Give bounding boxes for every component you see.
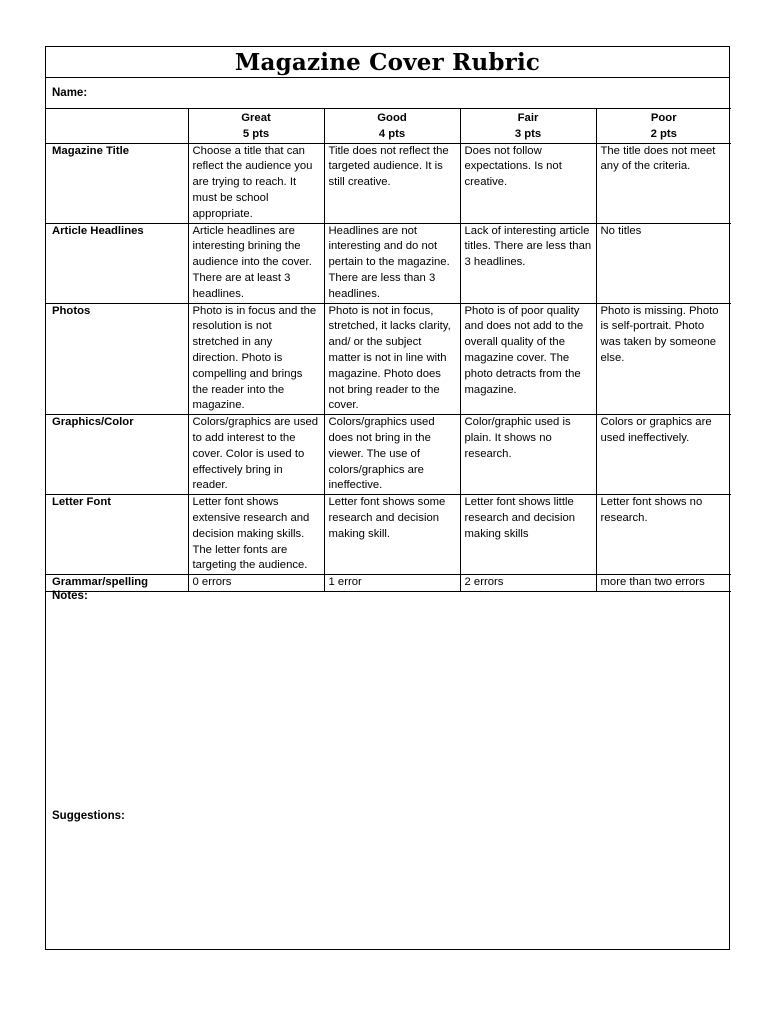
rubric-sheet [45,46,730,950]
header-points: 2 pts [650,127,677,140]
table-row-graphics-color [46,415,731,495]
rubric-cell: Headlines are not interesting and do not pertain to the magazine. There are less than 3 headlines. [324,223,460,303]
header-row [46,109,731,144]
rubric-cell: Color/graphic used is plain. It shows no research. [460,415,596,495]
header-grade: Good [377,112,407,124]
title-row [46,47,729,77]
header-points: 5 pts [242,127,270,140]
rubric-cell: Colors/graphics used does not bring in the viewer. The use of colors/graphics are ineffective. [324,415,460,495]
rubric-cell: No titles [596,223,731,303]
header-fair [460,109,596,144]
rubric-cell: Colors or graphics are used ineffectively. [596,415,731,495]
table-row-photos [46,303,731,415]
notes-label: Notes: [52,590,88,602]
table-row-magazine-title [46,143,731,223]
rubric-cell: more than two errors [596,575,731,592]
rubric-cell: 0 errors [188,575,324,592]
header-great [188,109,324,144]
rubric-cell: Lack of interesting article titles. There are less than 3 headlines. [460,223,596,303]
header-criterion-cell [46,109,188,144]
rubric-cell: Letter font shows no research. [596,495,731,575]
rubric-table [46,108,731,592]
header-grade: Fair [517,112,539,124]
criterion-label: Grammar/spelling [46,575,188,592]
suggestions-label: Suggestions: [52,810,125,822]
rubric-cell: 2 errors [460,575,596,592]
header-grade: Poor [650,112,677,124]
criterion-label: Article Headlines [46,223,188,303]
rubric-cell: 1 error [324,575,460,592]
rubric-cell: The title does not meet any of the criteria. [596,143,731,223]
header-points: 4 pts [378,127,406,140]
table-row-grammar-spelling [46,575,731,592]
rubric-cell: Photo is in focus and the resolution is not stretched in any direction. Photo is compelling and brings the reader into the magazine. [188,303,324,415]
criterion-label: Letter Font [46,495,188,575]
rubric-cell: Photo is of poor quality and does not add to the overall quality of the magazine cover. The photo detracts from the magazine. [460,303,596,415]
name-label: Name: [52,87,88,99]
rubric-cell: Photo is not in focus, stretched, it lacks clarity, and/ or the subject matter is not in line with magazine. Photo does not bring reader to the cover. [324,303,460,415]
rubric-cell: Title does not reflect the targeted audience. It is still creative. [324,143,460,223]
rubric-cell: Letter font shows extensive research and decision making skills. The letter fonts are targeting the audience. [188,495,324,575]
criterion-label: Graphics/Color [46,415,188,495]
table-row-article-headlines [46,223,731,303]
name-row [46,77,729,108]
page-title: Magazine Cover Rubric [234,48,541,76]
rubric-cell: Letter font shows some research and decision making skill. [324,495,460,575]
rubric-cell: Choose a title that can reflect the audience you are trying to reach. It must be school appropriate. [188,143,324,223]
rubric-cell: Does not follow expectations. Is not creative. [460,143,596,223]
header-points: 3 pts [514,127,542,140]
table-row-letter-font [46,495,731,575]
rubric-cell: Letter font shows little research and decision making skills [460,495,596,575]
criterion-label: Photos [46,303,188,415]
rubric-cell: Article headlines are interesting brining the audience into the cover. There are at least 3 headlines. [188,223,324,303]
rubric-cell: Photo is missing. Photo is self-portrait. Photo was taken by someone else. [596,303,731,415]
rubric-cell: Colors/graphics are used to add interest to the cover. Color is used to effectively bring in reader. [188,415,324,495]
header-grade: Great [241,112,271,124]
header-poor [596,109,731,144]
header-good [324,109,460,144]
criterion-label: Magazine Title [46,143,188,223]
